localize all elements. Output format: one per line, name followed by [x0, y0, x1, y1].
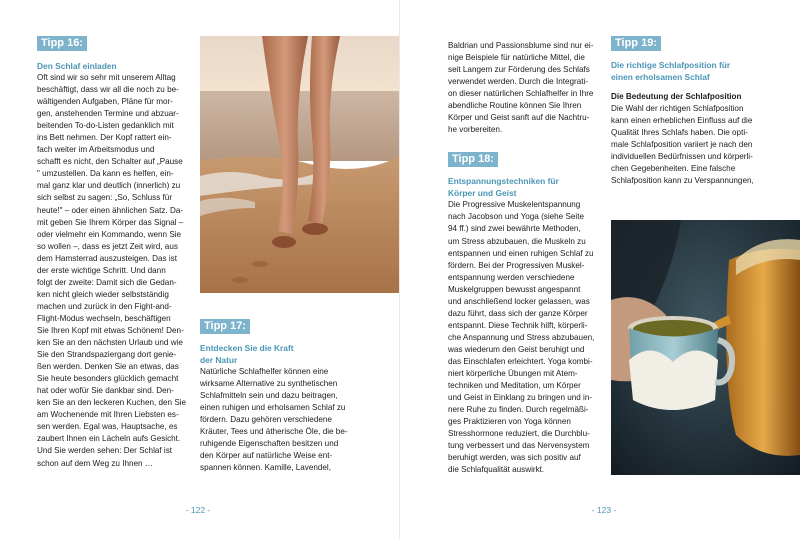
tip19-section	[611, 36, 781, 187]
body-line: machen und zurück in den Fight-and-	[37, 301, 172, 311]
body-line: Schlafmitteln sein und dazu beitragen,	[200, 391, 338, 401]
heading-line: einen erholsamen Schlaf	[611, 72, 710, 82]
body-line: niert körperliche Übungen mit Atem-	[448, 369, 578, 379]
body-line: oder vielmehr ein Kommando, wenn Sie	[37, 229, 182, 239]
page-number-left: - 122 -	[185, 505, 211, 515]
body-line: den Körper auf natürliche Weise ent-	[200, 451, 333, 461]
body-line: Oft sind wir so sehr mit unserem Alltag	[37, 73, 176, 82]
body-line: Baldrian und Passionsblume sind nur ei-	[448, 41, 594, 50]
body-line: einen ruhigen und erholsamen Schlaf zu	[200, 403, 346, 413]
body-line: che Anspannung und Stress abzubauen,	[448, 332, 595, 342]
beach-walk-photo	[200, 36, 400, 293]
heading-line: Die richtige Schlafposition für	[611, 60, 731, 70]
body-line: Qualität Ihres Schlafs haben. Die opti-	[611, 128, 748, 138]
body-line: " umzustellen. Da kann es helfen, ein-	[37, 169, 174, 179]
body-line: entspannung werden verschiedene	[448, 272, 575, 282]
body-line: on dieser natürlichen Schlafhelfer in Ihre	[448, 89, 594, 99]
body-line: um Stress abzubauen, die Muskeln zu	[448, 236, 586, 246]
tip17-body	[200, 366, 360, 474]
body-line: und anschließend locker gelassen, was	[448, 296, 590, 306]
body-line: beschäftigt, dass wir all die noch zu be-	[37, 85, 179, 95]
body-line: Sie Ihren Kopf mit etwas Schönem! Den-	[37, 325, 184, 335]
body-line: am Wochenende mit Ihren Liebsten es-	[37, 410, 179, 420]
body-line: Stresshormone reduziert, die Durchblu-	[448, 429, 590, 439]
body-line: dazu führt, dass sich der ganze Körper	[448, 308, 588, 318]
tip17-heading	[200, 342, 360, 366]
body-line: techniken und Meditation, um Körper	[448, 381, 581, 391]
tip16-section	[37, 36, 192, 470]
body-line: mit geben Sie Ihrem Körper das Signal –	[37, 217, 184, 227]
body-line: 94 ff.) sind zwei bewährte Methoden,	[448, 224, 581, 234]
heading-line: der Natur	[200, 355, 238, 365]
heading-line: Entspannungstechniken für	[448, 176, 559, 187]
body-line: abendliche Routine können Sie Ihren	[448, 101, 582, 111]
body-line: Und Sie werden sehen: Der Schlaf ist	[37, 446, 173, 456]
body-line: der erste wichtige Schritt. Und dann	[37, 265, 166, 275]
tip19-heading	[611, 59, 781, 83]
body-line: heute!" – oder einen ähnlichen Satz. Da-	[37, 205, 184, 215]
body-line: Die Wahl der richtigen Schlafposition	[611, 104, 744, 114]
tea-pouring-illustration	[611, 220, 800, 475]
body-line: nere Ruhe zu finden. Durch regelmäßi-	[448, 405, 589, 415]
body-line: schon auf dem Weg zu Ihnen …	[37, 458, 153, 468]
body-line: Natürliche Schlafhelfer können eine	[200, 367, 329, 376]
tip16-body	[37, 72, 192, 470]
tip16-heading: Den Schlaf einladen	[37, 61, 117, 71]
heading-line: Entdecken Sie die Kraft	[200, 343, 294, 353]
body-line: Sie den Strandspaziergang dort genie-	[37, 350, 177, 360]
body-line: verwendet werden. Durch die Integrati-	[448, 77, 589, 87]
body-line: Schlafposition kann zu Verspannungen,	[611, 176, 754, 186]
body-line: Muskelgruppen bewusst angespannt	[448, 284, 581, 294]
tip19-body	[611, 103, 781, 187]
body-line: gen, anstehenden Termine und abzuar-	[37, 109, 179, 119]
body-line: entspannen und einen ruhigen Schlaf zu	[448, 248, 594, 258]
page-number-right: - 123 -	[591, 505, 617, 515]
body-line: mal ganz klar und deutlich (innerlich) zu	[37, 181, 181, 191]
body-line: sich selbst zu sagen: „So, Schluss für	[37, 193, 173, 203]
body-line: individuellen Bedürfnissen und körperli-	[611, 152, 753, 162]
body-line: tung verbessert und das Nervensystem	[448, 441, 590, 451]
body-line: seit Langem zur Förderung des Schlafs	[448, 65, 590, 75]
beach-walk-illustration	[200, 36, 400, 293]
tip17-badge: Tipp 17:	[200, 319, 250, 334]
body-line: chen Gegebenheiten. Eine falsche	[611, 164, 736, 174]
body-line: hat oder wofür Sie dankbar sind. Den-	[37, 386, 174, 396]
body-line: die Schlafqualität auswirkt.	[448, 465, 545, 475]
body-line: fördern. Dazu gehören verschiedene	[200, 415, 332, 425]
body-line: Die Progressive Muskelentspannung	[448, 200, 581, 210]
body-line: ßen werden. Denken Sie an etwas, das	[37, 362, 179, 372]
tip16-badge: Tipp 16:	[37, 36, 87, 51]
body-line: male Schlafposition variiert je nach den	[611, 140, 753, 150]
body-line: folgt der zweite: Damit sich die Gedan-	[37, 277, 177, 287]
body-line: Kräuter, Tees und ätherische Öle, die be-	[200, 427, 348, 437]
tip17-section	[200, 319, 360, 474]
tip19-badge: Tipp 19:	[611, 36, 661, 51]
body-line: fördern. Bei der Progressiven Muskel-	[448, 260, 585, 270]
tip18-body	[448, 199, 608, 476]
body-line: ges Praktizieren von Yoga können	[448, 417, 571, 427]
right-page	[400, 0, 800, 539]
body-line: beruhigt werden, was sich positiv auf	[448, 453, 581, 463]
body-line: wirksame Alternative zu synthetischen	[200, 379, 338, 389]
body-line: spannen können. Kamille, Lavendel,	[200, 463, 331, 473]
continued-text	[448, 40, 608, 136]
body-line: nach Jacobson und Yoga (siehe Seite	[448, 212, 584, 222]
right-column-1	[448, 40, 608, 476]
tip18-heading	[448, 175, 608, 199]
tea-pouring-photo	[611, 220, 800, 475]
body-line: ken nicht gleich wieder selbstständig	[37, 289, 169, 299]
body-line: ins Bett nehmen. Der Kopf rattert ein-	[37, 133, 172, 143]
body-line: das Einschlafen erleichtert. Yoga kombi-	[448, 356, 593, 366]
tip18-badge: Tipp 18:	[448, 152, 498, 167]
body-line: nige Beispiele für natürliche Mittel, die	[448, 53, 585, 63]
body-line: Flight-Modus wechseln, beschäftigen	[37, 313, 171, 323]
body-line: schafft es nicht, den Schalter auf „Pause	[37, 157, 183, 167]
body-line: so wollen –, dass es jetzt Zeit wird, aus	[37, 241, 178, 251]
body-line: Sie heute besonders glücklich gemacht	[37, 374, 179, 384]
body-line: dem Hamsterrad auszusteigen. Das ist	[37, 253, 177, 263]
tip19-subheading: Die Bedeutung der Schlafposition	[611, 92, 742, 101]
heading-line: Körper und Geist	[448, 188, 517, 199]
body-line: kann einen erheblichen Einfluss auf die	[611, 116, 753, 126]
body-line: entspannt. Diese Technik hilft, körperli-	[448, 320, 588, 330]
body-line: Körper und Geist sanft auf die Nachtru-	[448, 113, 590, 123]
body-line: sen werden. Egal was, Hauptsache, es	[37, 422, 178, 432]
body-line: was wiederum den Geist beruhigt und	[448, 344, 585, 354]
body-line: he vorbereiten.	[448, 125, 503, 135]
body-line: zaubert Ihnen ein Lächeln aufs Gesicht.	[37, 434, 181, 444]
body-line: beitenden To-do-Listen gedanklich mit	[37, 121, 174, 131]
body-line: ruhigende Eigenschaften besitzen und	[200, 439, 339, 449]
body-line: und Geist in Einklang zu bringen und in-	[448, 393, 593, 403]
body-line: ken Sie an den nächsten Urlaub und wie	[37, 338, 183, 348]
body-line: fach weiter im Arbeitsmodus und	[37, 145, 155, 155]
body-line: ken Sie an den leckeren Kuchen, den Sie	[37, 398, 187, 408]
tip18-section	[448, 152, 608, 476]
body-line: wältigenden Aufgaben, Pläne für mor-	[37, 97, 173, 107]
